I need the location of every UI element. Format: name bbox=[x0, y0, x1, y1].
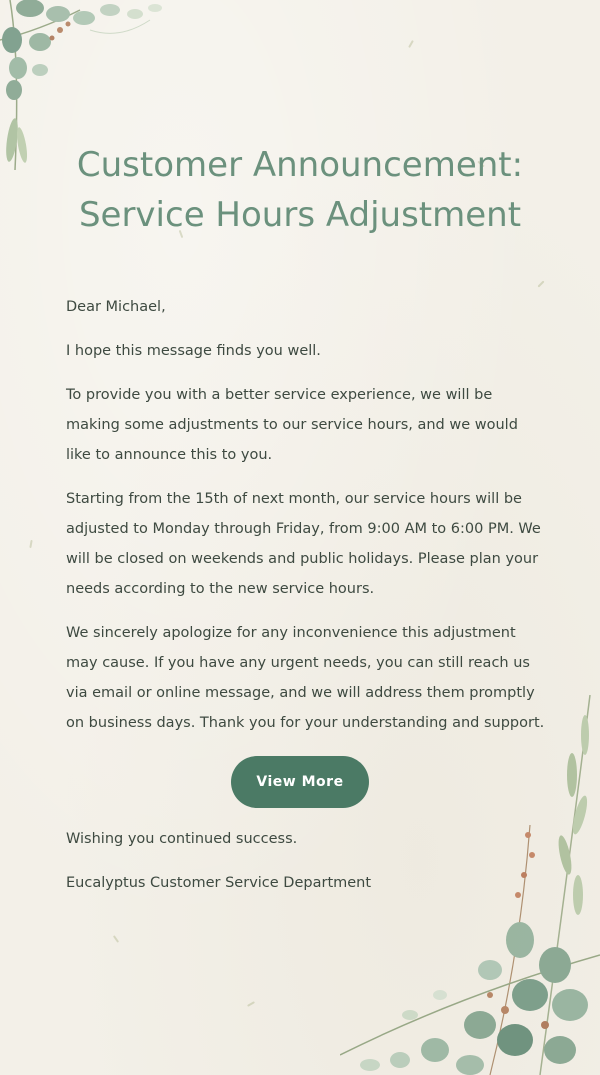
body-paragraph: To provide you with a better service experience, we will be making some adjustments to our service hours, and we would like to announce this to you. bbox=[66, 387, 518, 463]
closing-text: Wishing you continued success. bbox=[66, 831, 298, 847]
greeting: Dear Michael, bbox=[66, 299, 166, 315]
button-container bbox=[66, 756, 546, 808]
page-title bbox=[40, 140, 560, 240]
title-line-1: Customer Announcement: bbox=[76, 145, 524, 185]
closing-section bbox=[66, 824, 546, 898]
body-paragraph: I hope this message finds you well. bbox=[66, 343, 321, 359]
body-paragraph: Starting from the 15th of next month, our service hours will be adjusted to Monday through Friday, from 9:00 AM to 6:00 PM. We will be closed on weekends and public holidays. Please plan your needs according to the new service hours. bbox=[66, 491, 541, 597]
signature: Eucalyptus Customer Service Department bbox=[66, 875, 372, 891]
body-paragraph: We sincerely apologize for any inconvenience this adjustment may cause. If you have any urgent needs, you can still reach us via email or online message, and we will address them promptly on business days. Thank you for your understanding and support. bbox=[66, 625, 545, 731]
title-line-2: Service Hours Adjustment bbox=[78, 195, 522, 235]
email-body bbox=[66, 292, 546, 912]
view-more-button[interactable]: View More bbox=[231, 756, 369, 808]
